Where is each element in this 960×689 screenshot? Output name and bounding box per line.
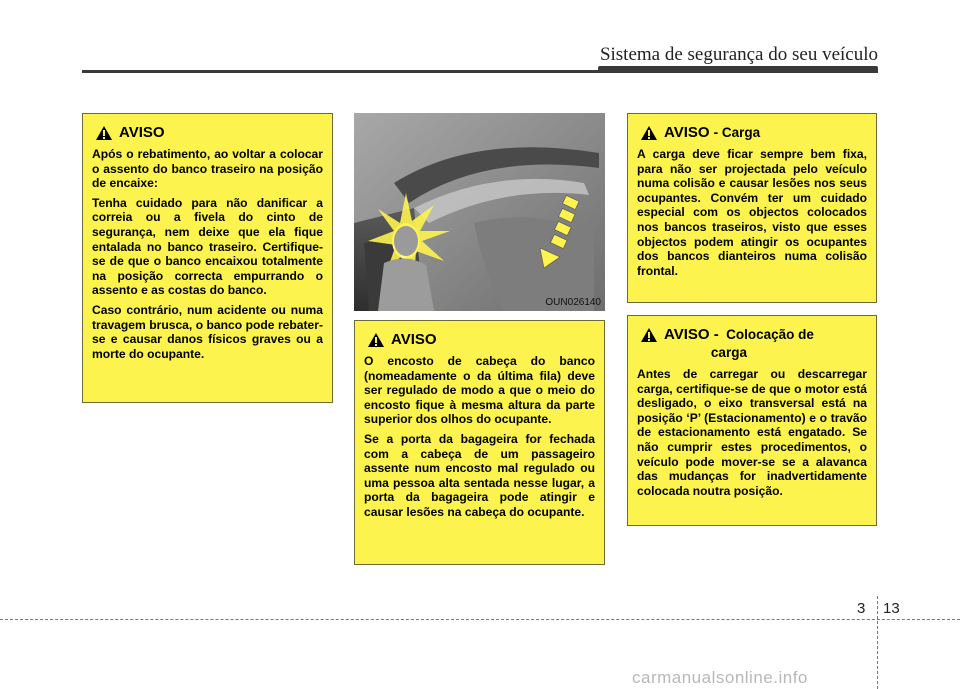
warning-title (364, 331, 595, 348)
warning-triangle-icon (367, 332, 385, 348)
warning-paragraph: Após o rebatimento, ao voltar a colocar o assento do banco traseiro na posição de encaixe: (92, 147, 323, 191)
illustration-code: OUN026140 (545, 297, 601, 308)
warning-paragraph: Caso contrário, num acidente ou numa travagem brusca, o banco pode rebater-se e causar danos físicos graves ou a morte do ocupante. (92, 302, 323, 361)
warning-paragraph: Antes de carregar ou descarregar carga, certifique-se de que o motor está desligado, o eixo transversal está na posição ‘P’ (Estacionamento) e o travão de estacionamento está engatado. Se não cumprir estes procedimentos, o veículo pode mover-se se a alavanca das mudanças for inadvertidamente colocada noutra posição. (637, 367, 867, 498)
page-number: 13 (883, 600, 900, 617)
warning-subtitle-line2: carga (710, 345, 747, 360)
warning-box-cargo (627, 113, 877, 303)
footer-rule (0, 619, 960, 620)
warning-triangle-icon (640, 125, 658, 141)
warning-title-text: AVISO (664, 124, 710, 141)
warning-box-folding-seat (82, 113, 333, 403)
warning-triangle-icon (640, 327, 658, 343)
warning-paragraph: O encosto de cabeça do banco (nomeadamente o da última fila) deve ser regulado de modo a que o meio do encosto fique à mesma altura da parte superior dos olhos do ocupante. (364, 354, 595, 427)
warning-paragraph: Tenha cuidado para não danificar a correia ou a fivela do cinto de segurança, nem deixe que ela fique entalada no banco traseiro. Certifique-se de que o banco encaixou totalmente na posição correcta empurrando o assento e as costas do banco. (92, 195, 323, 298)
warning-paragraph: Se a porta da bagageira for fechada com a cabeça de um passageiro assente num encosto mal regulado ou uma pessoa alta sentada nesse lugar, a porta da bagageira pode atingir e causar lesões na cabeça do ocupante. (364, 431, 595, 519)
warning-paragraph: A carga deve ficar sempre bem fixa, para não ser projectada pelo veículo numa colisão e causar lesões nos seus ocupantes. Convém ter um cuidado especial com os objectos colocados nos bancos traseiros, visto que esses objectos podem atingir os ocupantes dos bancos dianteiros numa colisão frontal. (637, 147, 867, 278)
warning-title (92, 124, 323, 141)
illustration-drawing (354, 113, 605, 311)
watermark: carmanualsonline.info (632, 668, 808, 687)
footer-divider (877, 596, 878, 689)
warning-title-text: AVISO - (664, 326, 719, 343)
tailgate-headrest-illustration (354, 113, 605, 311)
warning-box-headrest (354, 320, 605, 565)
warning-title (637, 124, 867, 141)
header-rule-accent (598, 66, 878, 71)
warning-title (637, 326, 867, 361)
warning-title-text: AVISO (119, 124, 165, 141)
page-header-title: Sistema de segurança do seu veículo (599, 44, 878, 65)
warning-title-text: AVISO (391, 331, 437, 348)
warning-subtitle: - Carga (713, 125, 761, 140)
warning-triangle-icon (95, 125, 113, 141)
warning-title-block (664, 326, 814, 361)
section-number: 3 (857, 600, 866, 617)
warning-subtitle: Colocação de (726, 327, 814, 342)
warning-box-loading (627, 315, 877, 526)
